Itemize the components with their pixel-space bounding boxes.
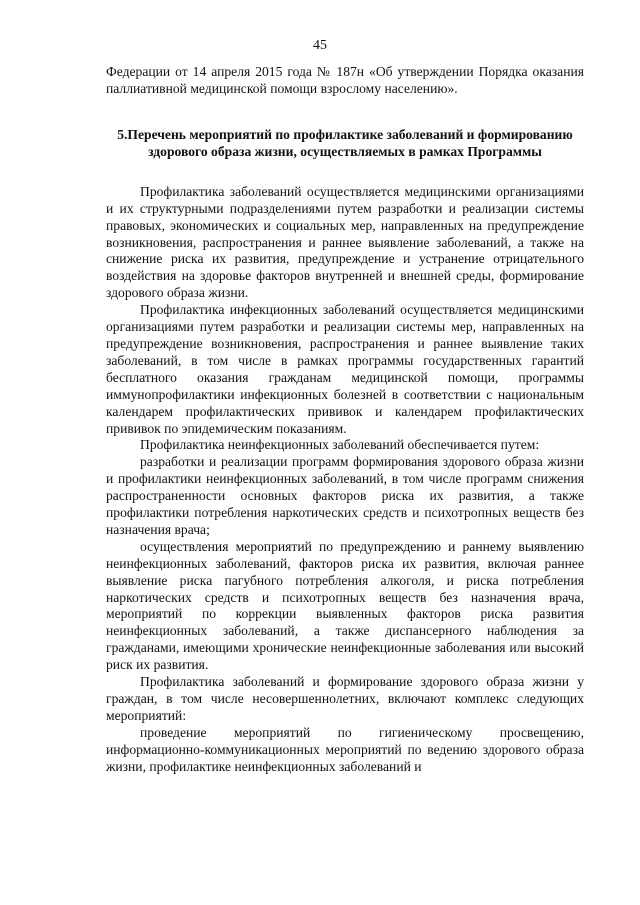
document-body — [106, 64, 584, 776]
paragraph-disease-prevention: Профилактика заболеваний осуществляется медицинскими организациями и их структурными подразделениями путем разработки и реализации системы правовых, экономических и социальных мер, направленных на предупреждение возникновения, распространения и раннее выявление заболеваний, а также на снижение риска их развития, предупреждение и устранение отрицательного воздействия на здоровье факторов внутренней и внешней среды, формирование здорового образа жизни. — [106, 183, 584, 301]
intro-paragraph: Федерации от 14 апреля 2015 года № 187н «Об утверждении Порядка оказания паллиативной медицинской помощи взрослому населению». — [106, 64, 584, 96]
paragraph-healthy-lifestyle: Профилактика заболеваний и формирование здорового образа жизни у граждан, в том числе несовершеннолетних, включают комплекс следующих мероприятий: — [106, 674, 584, 723]
paragraph-noninfectious-intro: Профилактика неинфекционных заболеваний обеспечивается путем: — [140, 437, 540, 453]
paragraph-program-development: разработки и реализации программ формирования здорового образа жизни и профилактики неинфекционных заболеваний, в том числе программ снижения распространенности основных факторов риска их развития, а также профилактики потребления наркотических средств и психотропных веществ без назначения врача; — [106, 454, 584, 537]
section-heading: 5.Перечень мероприятий по профилактике заболеваний и формированию здорового образа жизни, осуществляемых в рамках Программы — [117, 126, 573, 159]
paragraph-early-detection: осуществления мероприятий по предупреждению и раннему выявлению неинфекционных заболеваний, факторов риска их развития, включая раннее выявление риска пагубного потребления алкоголя, и риска потребления наркотических средств и психотропных веществ без назначения врача, мероприятий по коррекции выявленных факторов риска развития неинфекционных заболеваний, а также диспансерного наблюдения за гражданами, имеющими хронические неинфекционные заболевания или высокий риск их развития. — [106, 538, 584, 673]
paragraph-hygiene-education: проведение мероприятий по гигиеническому просвещению, информационно-коммуникационных мероприятий по ведению здорового образа жизни, профилактике неинфекционных заболеваний и — [106, 724, 584, 774]
paragraph-infectious-prevention: Профилактика инфекционных заболеваний осуществляется медицинскими организациями путем разработки и реализации системы мер, направленных на предупреждение возникновения, распространения и раннее выявление таких заболеваний, в том числе в рамках программы государственных гарантий бесплатного оказания гражданам медицинской помощи, программы иммунопрофилактики инфекционных болезней в соответствии с национальным календарем профилактических прививок и календарем профилактических прививок по эпидемическим показаниям. — [106, 302, 584, 436]
page-number: 45 — [313, 38, 327, 53]
heading-spacer — [106, 170, 584, 184]
